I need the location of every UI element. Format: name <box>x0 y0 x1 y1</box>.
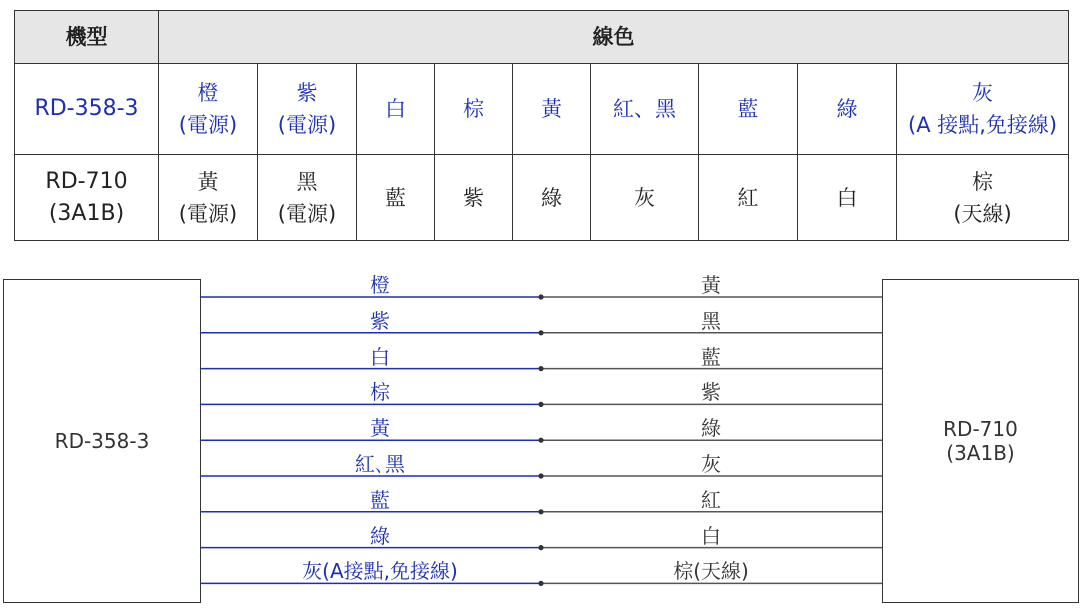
wire-color-line: 黑 <box>296 169 318 194</box>
wire-label-left: 藍 <box>370 487 390 512</box>
wire-label-right: 藍 <box>701 344 721 369</box>
wire-label-right: 紫 <box>701 380 721 405</box>
junction-dot <box>538 366 543 371</box>
wire-color-line: 黃 <box>541 97 562 121</box>
wire-label-right: 綠 <box>701 416 721 441</box>
wire-color-line: (電源) <box>178 201 238 226</box>
wire-label-right: 白 <box>701 523 721 548</box>
junction-dot <box>538 294 543 299</box>
wire-label-right: 黃 <box>701 273 721 297</box>
wire-label-right: 灰 <box>701 452 721 476</box>
wire-color-line: 紅、黑 <box>613 97 676 121</box>
wire-color-line: 黃 <box>197 169 219 194</box>
wire-color-line: (A 接點,免接線) <box>908 113 1058 137</box>
model-line: RD-710 <box>45 168 128 194</box>
wire-color-line: 棕 <box>463 97 484 121</box>
wire-label-right: 黑 <box>701 308 721 333</box>
device-label: (3A1B) <box>946 441 1015 465</box>
wire-color-line: 棕 <box>972 169 994 194</box>
junction-dot <box>538 473 543 478</box>
device-label: RD-710 <box>943 417 1018 441</box>
wire-label-left: 棕 <box>370 380 390 405</box>
junction-dot <box>538 402 543 407</box>
model-line: RD-358-3 <box>34 96 139 121</box>
device-label: RD-358-3 <box>54 429 150 453</box>
wire-label-right: 棕(天線) <box>673 559 749 584</box>
junction-dot <box>538 509 543 514</box>
wire-color-line: 藍 <box>737 97 759 121</box>
wire-color-line: 白 <box>385 97 406 121</box>
wire-color-line: 綠 <box>836 97 858 121</box>
wire-color-line: 橙 <box>197 81 219 105</box>
wire-color-line: 紫 <box>463 185 484 210</box>
header-wire-color: 線色 <box>159 11 1069 64</box>
wire-label-left: 橙 <box>370 273 390 297</box>
junction-dot <box>538 330 543 335</box>
wire-color-line: (電源) <box>178 113 238 137</box>
model-line: (3A1B) <box>48 200 125 226</box>
wire-color-line: 白 <box>836 185 858 210</box>
wire-color-line: (電源) <box>277 113 337 137</box>
wire-color-line: (電源) <box>277 201 337 226</box>
wire-color-line: 綠 <box>541 185 562 210</box>
wire-color-line: 紅 <box>737 185 759 210</box>
junction-dot <box>538 545 543 550</box>
wire-color-line: 灰 <box>972 81 994 105</box>
wire-label-left: 灰(A接點,免接線) <box>302 559 458 584</box>
header-model: 機型 <box>15 11 159 64</box>
wire-label-left: 黃 <box>370 416 390 441</box>
wire-label-left: 紅､黑 <box>355 452 405 476</box>
wire-label-right: 紅 <box>701 487 721 512</box>
wire-color-line: (天線) <box>953 201 1012 226</box>
junction-dot <box>538 438 543 443</box>
wire-color-line: 灰 <box>634 185 655 210</box>
wire-label-left: 紫 <box>370 308 390 333</box>
wire-label-left: 白 <box>370 344 390 369</box>
wire-color-line: 紫 <box>296 81 318 105</box>
wire-color-line: 藍 <box>385 185 406 210</box>
wire-label-left: 綠 <box>370 523 390 548</box>
junction-dot <box>538 581 543 586</box>
